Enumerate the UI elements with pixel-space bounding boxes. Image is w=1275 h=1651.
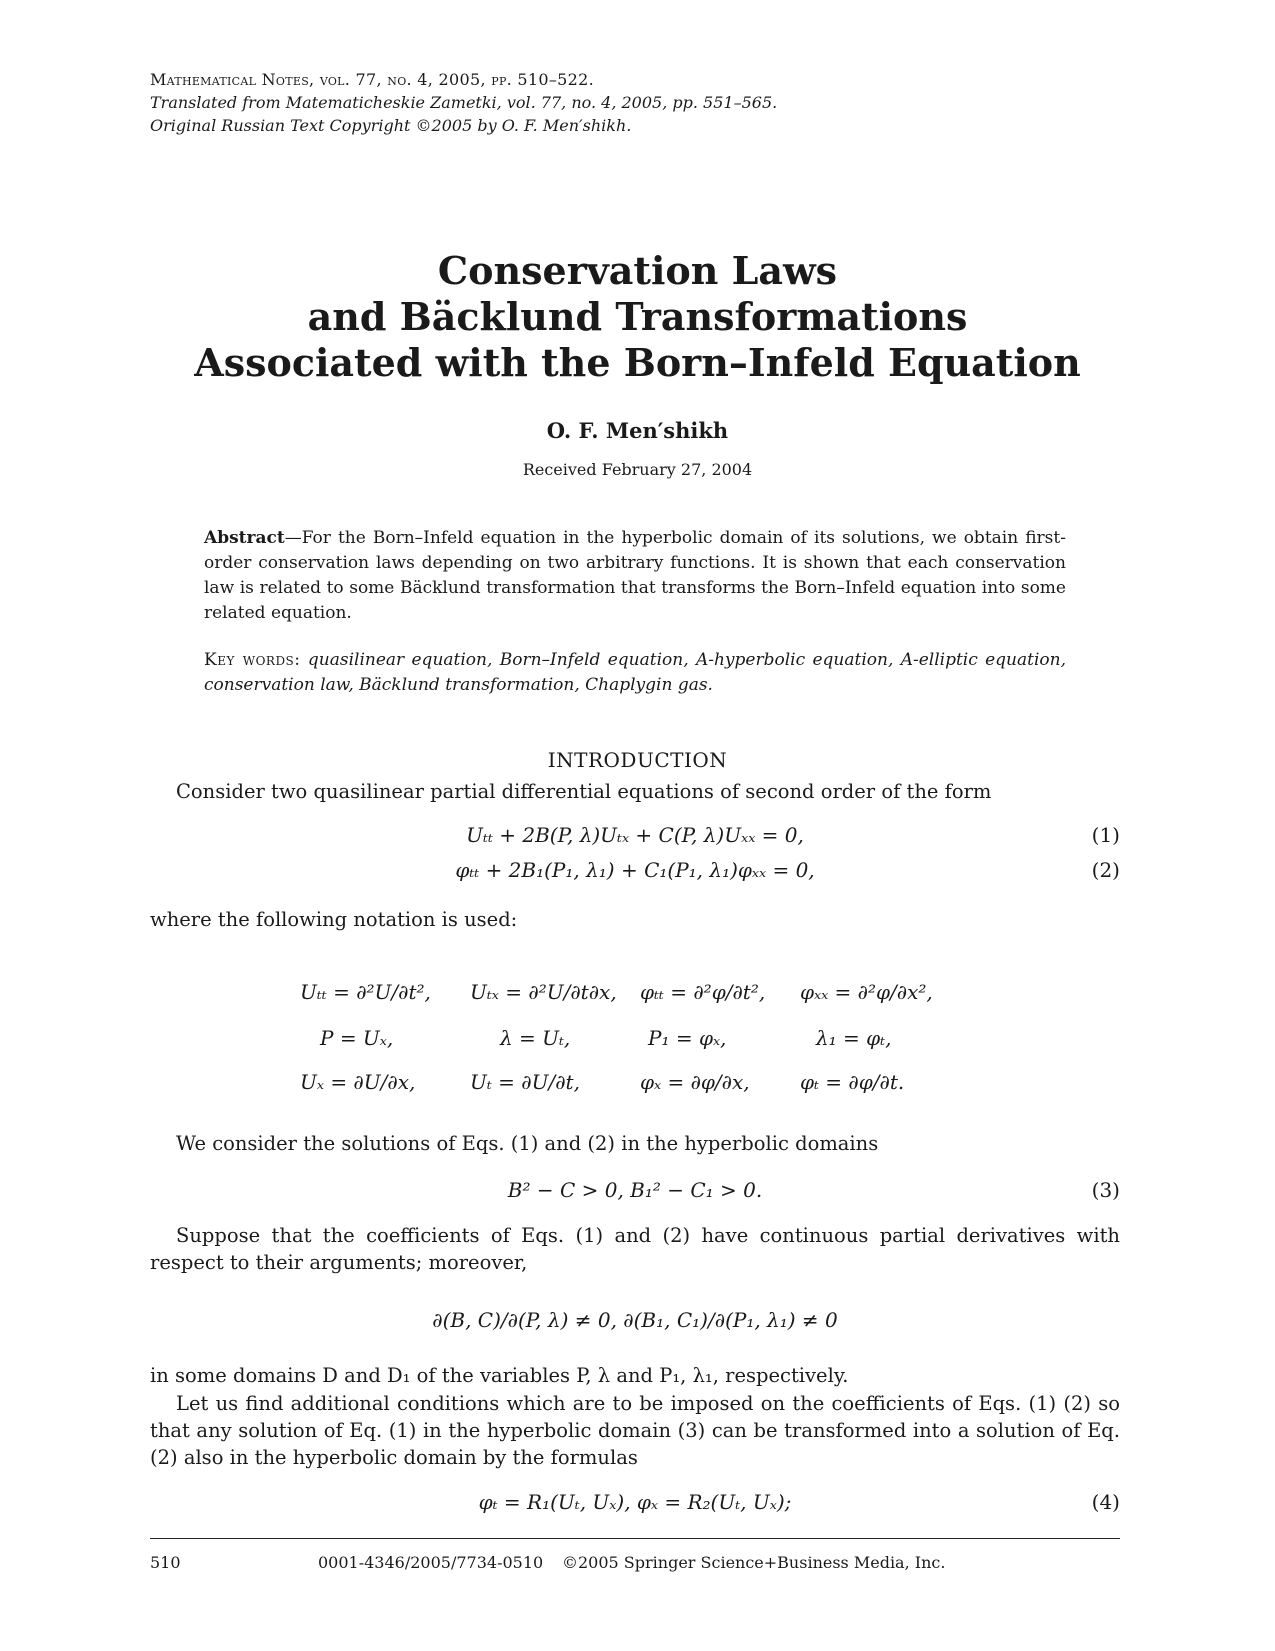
notation-lambda: λ = Uₜ, [500, 1026, 571, 1050]
section-heading: INTRODUCTION [547, 748, 728, 772]
equation-2-body: φₜₜ + 2B₁(P₁, λ₁) + C₁(P₁, λ₁)φₓₓ = 0, [455, 858, 815, 882]
equation-1-body: Uₜₜ + 2B(P, λ)Uₜₓ + C(P, λ)Uₓₓ = 0, [466, 823, 804, 847]
keywords-label: Key words: [204, 650, 301, 670]
title-line-2: and Bäcklund Transformations [307, 294, 968, 339]
paragraph-2: where the following notation is used: [150, 908, 518, 931]
page-number: 510 [150, 1553, 181, 1572]
paragraph-5: in some domains D and D₁ of the variables P, λ and P₁, λ₁, respectively. [150, 1364, 849, 1387]
paragraph-6: Let us find additional conditions which are to be imposed on the coefficients of Eqs. (1) (2) so that any solution of Eq. (1) in the hyperbolic domain (3) can be transformed into a solution of Eq. (2) also in the hyperbolic domain by the formulas [150, 1392, 1120, 1469]
notation-phixx: φₓₓ = ∂²φ/∂x², [800, 980, 933, 1004]
equation-2-number: (2) [1091, 858, 1120, 882]
title-line-1: Conservation Laws [437, 248, 838, 293]
notation-phix: φₓ = ∂φ/∂x, [640, 1070, 750, 1094]
notation-utx: Uₜₓ = ∂²U/∂t∂x, [470, 980, 617, 1004]
paragraph-3: We consider the solutions of Eqs. (1) and (2) in the hyperbolic domains [176, 1132, 879, 1155]
equation-4-body: φₜ = R₁(Uₜ, Uₓ), φₓ = R₂(Uₜ, Uₓ); [478, 1490, 792, 1514]
equation-3-number: (3) [1091, 1178, 1120, 1202]
notation-phitt: φₜₜ = ∂²φ/∂t², [640, 980, 766, 1004]
equation-1-number: (1) [1091, 823, 1120, 847]
keywords [204, 648, 1066, 698]
notation-ut: Uₜ = ∂U/∂t, [470, 1070, 580, 1094]
journal-citation: Mathematical Notes, vol. 77, no. 4, 2005, pp. 510–522. [150, 70, 594, 89]
issn-code: 0001-4346/2005/7734-0510 [318, 1553, 544, 1572]
notation-ux: Uₓ = ∂U/∂x, [300, 1070, 416, 1094]
footer-rule [150, 1538, 1120, 1539]
translation-note: Translated from Matematicheskie Zametki, vol. 77, no. 4, 2005, pp. 551–565. [150, 93, 778, 112]
abstract [204, 526, 1066, 626]
notation-utt: Uₜₜ = ∂²U/∂t², [300, 980, 431, 1004]
paragraph-1: Consider two quasilinear partial differential equations of second order of the form [176, 780, 992, 803]
paper-title [0, 248, 1275, 386]
author-name: O. F. Men′shikh [546, 418, 729, 443]
received-date: Received February 27, 2004 [522, 460, 753, 479]
copyright-note: Original Russian Text Copyright ©2005 by O. F. Men′shikh. [150, 116, 632, 135]
abstract-text: —For the Born–Infeld equation in the hyperbolic domain of its solutions, we obtain first-order conservation laws depending on two arbitrary functions. It is shown that each conservation law is related to some Bäcklund transformation that transforms the Born–Infeld equation into some related equation. [204, 528, 1066, 623]
publisher-copyright: ©2005 Springer Science+Business Media, Inc. [562, 1553, 946, 1572]
notation-phit: φₜ = ∂φ/∂t. [800, 1070, 905, 1094]
paragraph-4: Suppose that the coefficients of Eqs. (1) and (2) have continuous partial derivatives with respect to their arguments; moreover, [150, 1224, 1120, 1274]
equation-4-number: (4) [1091, 1490, 1120, 1514]
jacobian-body: ∂(B, C)/∂(P, λ) ≠ 0, ∂(B₁, C₁)/∂(P₁, λ₁) ≠ 0 [432, 1308, 838, 1332]
notation-p1: P₁ = φₓ, [648, 1026, 727, 1050]
abstract-label: Abstract [204, 528, 285, 548]
equation-3-body: B² − C > 0, B₁² − C₁ > 0. [507, 1178, 763, 1202]
notation-p: P = Uₓ, [320, 1026, 394, 1050]
title-line-3: Associated with the Born–Infeld Equation [194, 340, 1081, 385]
keywords-text: quasilinear equation, Born–Infeld equation, A-hyperbolic equation, A-elliptic equation, conservation law, Bäcklund transformation, Chaplygin gas. [204, 650, 1066, 695]
notation-lambda1: λ₁ = φₜ, [816, 1026, 892, 1050]
journal-header [150, 68, 777, 137]
